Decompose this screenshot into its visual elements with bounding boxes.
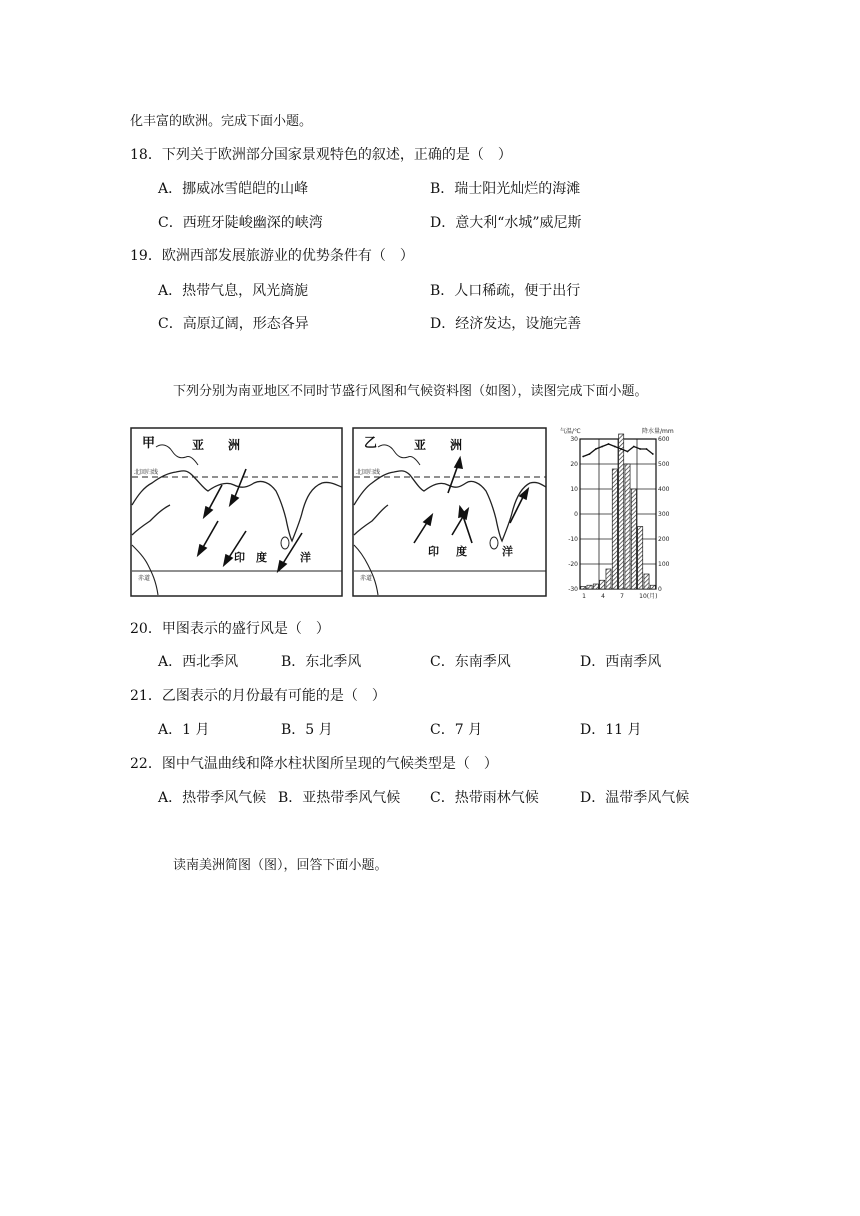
q21-option-b: B．5 月: [281, 722, 333, 738]
temperature-point: [608, 443, 610, 445]
precip-bar: [625, 464, 630, 589]
q20-option-b: B．东北季风: [281, 654, 362, 670]
left-tick-label: 20: [570, 461, 578, 468]
passage-south-asia: 下列分别为南亚地区不同时节盛行风图和气候资料图（如图），读图完成下面小题。: [173, 384, 648, 399]
map-b-equator-label: 赤道: [360, 575, 373, 582]
map-a-ocean-1: 印: [234, 551, 245, 564]
right-tick-label: 0: [658, 586, 662, 593]
q22-option-a: A．热带季风气候: [158, 790, 267, 806]
q18-stem: 18．下列关于欧洲部分国家景观特色的叙述，正确的是（ ）: [130, 147, 512, 163]
precip-bar: [612, 469, 617, 589]
map-b-tropic-label: 北回归线: [356, 469, 381, 476]
temperature-point: [589, 453, 591, 455]
precip-bar: [631, 489, 636, 589]
q21-stem: 21．乙图表示的月份最有可能的是（ ）: [130, 688, 386, 704]
chart-left-unit: 气温/℃: [560, 428, 581, 435]
temperature-point: [582, 456, 584, 458]
map-b-label: 乙: [364, 436, 378, 451]
map-a-tropic-label: 北回归线: [134, 469, 159, 476]
precip-bar: [619, 434, 624, 589]
chart-right-unit: 降水量/mm: [642, 428, 674, 435]
right-tick-label: 600: [658, 436, 670, 443]
right-tick-label: 100: [658, 561, 670, 568]
climate-chart: [560, 425, 686, 601]
right-tick-label: 500: [658, 461, 670, 468]
map-a-equator-label: 赤道: [138, 575, 151, 582]
precip-bar: [593, 584, 598, 589]
q18-option-c: C．西班牙陡峻幽深的峡湾: [158, 215, 323, 231]
map-b-ocean-3: 洋: [502, 545, 513, 558]
q19-stem: 19．欧洲西部发展旅游业的优势条件有（ ）: [130, 248, 414, 264]
map-a: [130, 425, 344, 601]
temperature-point: [633, 446, 635, 448]
map-a-ocean-2: 度: [256, 551, 267, 564]
month-tick-label: 10(月): [639, 593, 658, 600]
q22-option-c: C．热带雨林气候: [430, 790, 539, 806]
precip-bar: [644, 574, 649, 589]
q19-option-a: A．热带气息，风光旖旎: [158, 283, 309, 299]
q19-option-b: B．人口稀疏，便于出行: [430, 283, 581, 299]
precip-bar: [587, 585, 592, 589]
intro-tail: 化丰富的欧洲。完成下面小题。: [130, 114, 313, 129]
temperature-point: [627, 451, 629, 453]
temperature-point: [620, 448, 622, 450]
q21-option-a: A．1 月: [158, 722, 210, 738]
precip-bar: [600, 580, 605, 589]
left-tick-label: 10: [570, 486, 578, 493]
left-tick-label: -30: [568, 586, 578, 593]
q22-option-b: B．亚热带季风气候: [278, 790, 401, 806]
passage-south-america: 读南美洲简图（图），回答下面小题。: [173, 858, 388, 873]
q19-option-c: C．高原辽阔，形态各异: [158, 316, 309, 332]
right-tick-label: 400: [658, 486, 670, 493]
temperature-point: [646, 448, 648, 450]
left-tick-label: -10: [568, 536, 578, 543]
q21-option-c: C．7 月: [430, 722, 483, 738]
temperature-point: [601, 446, 603, 448]
month-tick-label: 4: [601, 593, 605, 600]
map-b-continent: 亚 洲: [414, 438, 463, 452]
precip-bar: [650, 585, 655, 589]
map-b-ocean-1: 印: [428, 545, 439, 558]
q20-option-d: D．西南季风: [580, 654, 662, 670]
q18-option-b: B．瑞士阳光灿烂的海滩: [430, 181, 581, 197]
month-tick-label: 1: [582, 593, 586, 600]
map-a-label: 甲: [142, 436, 156, 451]
q18-option-a: A．挪威冰雪皑皑的山峰: [158, 181, 309, 197]
q22-stem: 22．图中气温曲线和降水柱状图所呈现的气候类型是（ ）: [130, 756, 498, 772]
map-a-ocean-3: 洋: [300, 551, 311, 564]
q20-option-c: C．东南季风: [430, 654, 511, 670]
q21-option-d: D．11 月: [580, 722, 642, 738]
q22-option-d: D．温带季风气候: [580, 790, 690, 806]
temperature-point: [595, 448, 597, 450]
q20-stem: 20．甲图表示的盛行风是（ ）: [130, 621, 330, 637]
temperature-point: [652, 453, 654, 455]
left-tick-label: -20: [568, 561, 578, 568]
map-a-continent: 亚 洲: [192, 438, 241, 452]
q20-option-a: A．西北季风: [158, 654, 239, 670]
month-tick-label: 7: [620, 593, 624, 600]
map-b-ocean-2: 度: [456, 545, 467, 558]
left-tick-label: 0: [574, 511, 578, 518]
right-tick-label: 200: [658, 536, 670, 543]
temperature-point: [614, 446, 616, 448]
left-tick-label: 30: [570, 436, 578, 443]
q18-option-d: D．意大利“水城”威尼斯: [430, 215, 582, 231]
q19-option-d: D．经济发达，设施完善: [430, 316, 582, 332]
temperature-point: [639, 448, 641, 450]
precip-bar: [581, 587, 586, 590]
right-tick-label: 300: [658, 511, 670, 518]
precip-bar: [606, 569, 611, 589]
map-b: [352, 425, 548, 601]
precip-bar: [638, 527, 643, 590]
